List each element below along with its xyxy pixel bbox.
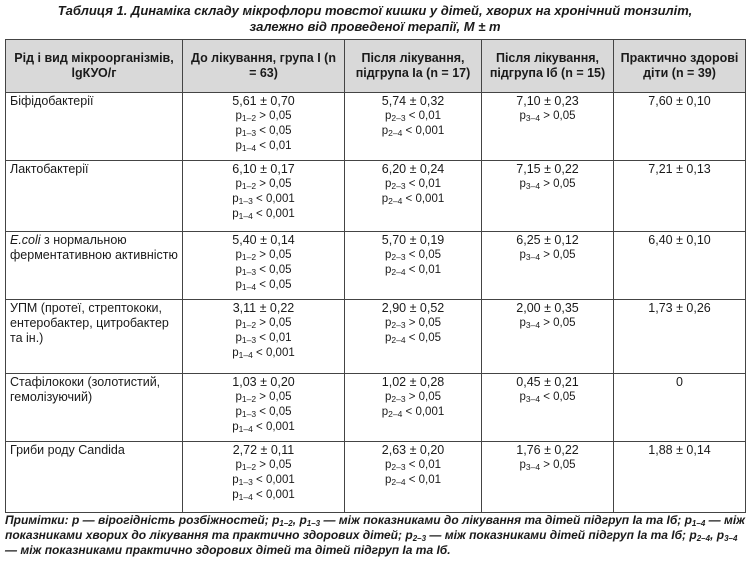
p-relation: < 0,01 [408, 459, 442, 471]
species-name-cell [6, 161, 183, 232]
species-name: з нормальною ферментативною активністю [10, 233, 178, 262]
p-symbol: p [235, 110, 242, 122]
p-subscript: 2–3 [391, 113, 406, 123]
p-subscript: 1–4 [241, 143, 257, 153]
p-subscript: 1–2 [241, 320, 257, 330]
p-value [187, 278, 340, 293]
mean-value: 5,74 ± 0,32 [381, 94, 445, 108]
p-relation: < 0,05 [543, 391, 576, 403]
species-name: УПМ (протеї, стрептококи, ентеробактер, цитробактер та ін.) [10, 301, 169, 345]
table-notes: Примітки: p — вірогідність розбіжностей; $p_{1-2}$, $p_{1-3}$ — між показниками до лікування та дітей підгруп Iа та Iб; $p_{1-4}$ — між показниками хворих до лікування та практично здорових дітей; $p_{2-3}$ — між показниками дітей підгруп Iа та Iб; $p_{2-4}$, $p_{3-4}$ — між показниками практично здорових дітей та дітей підгруп Iа та Iб. [5, 513, 745, 557]
table-row [6, 161, 746, 232]
healthy-cell [614, 93, 746, 161]
p-relation: > 0,05 [259, 317, 292, 329]
p-relation: < 0,05 [259, 264, 292, 276]
p-symbol: p [235, 178, 242, 190]
p-symbol: p [519, 110, 526, 122]
healthy-value: 0 [676, 375, 683, 389]
species-name: Стафілококи (золотистий, гемолізуючий) [10, 375, 161, 404]
p-value [187, 488, 340, 503]
p-value [187, 109, 340, 124]
p-relation: < 0,05 [259, 279, 292, 291]
p-value [187, 405, 340, 420]
p-value [486, 248, 609, 263]
species-name: Біфідобактерії [10, 94, 94, 108]
p-value [187, 420, 340, 435]
p-relation: > 0,05 [259, 391, 292, 403]
p-value [349, 405, 477, 420]
header-healthy: Практично здорові діти (n = 39) [614, 40, 746, 93]
ia-cell [345, 93, 482, 161]
ia-cell [345, 442, 482, 513]
p-subscript: 2–4 [388, 196, 403, 206]
p-value [187, 207, 340, 222]
p-value [349, 263, 477, 278]
before-cell [183, 161, 345, 232]
p-symbol: p [384, 459, 392, 471]
mean-value: 5,61 ± 0,70 [232, 94, 295, 108]
mean-value: 7,10 ± 0,23 [516, 94, 579, 108]
p-symbol: p [232, 208, 239, 220]
p-subscript: 2–4 [391, 335, 406, 345]
p-relation: < 0,01 [408, 110, 442, 122]
p-relation: > 0,05 [543, 178, 576, 190]
p-symbol: p [235, 459, 242, 471]
p-symbol: p [232, 489, 239, 501]
healthy-cell [614, 374, 746, 442]
ib-cell [482, 442, 614, 513]
p-relation: > 0,05 [259, 110, 292, 122]
p-relation: < 0,001 [256, 193, 295, 205]
p-symbol: p [235, 317, 242, 329]
healthy-value: 7,21 ± 0,13 [648, 162, 711, 176]
mean-value: 2,63 ± 0,20 [381, 443, 445, 457]
mean-value: 1,03 ± 0,20 [232, 375, 295, 389]
p-relation: < 0,001 [405, 193, 445, 205]
p-subscript: 1–2 [241, 252, 257, 262]
ia-cell [345, 232, 482, 300]
mean-value: 6,10 ± 0,17 [232, 162, 295, 176]
mean-value: 5,70 ± 0,19 [381, 233, 445, 247]
p-relation: > 0,05 [408, 317, 442, 329]
caption-line-1: Таблиця 1. Динаміка складу мікрофлори товстої кишки у дітей, хворих на хронічний тонзиліт, [57, 3, 693, 18]
p-value [349, 248, 477, 263]
ia-cell [345, 161, 482, 232]
p-symbol: p [235, 406, 242, 418]
mean-value: 3,11 ± 0,22 [232, 301, 295, 315]
species-name: Гриби роду Candida [10, 443, 125, 457]
p-value [187, 248, 340, 263]
p-value [187, 177, 340, 192]
mean-value: 1,76 ± 0,22 [516, 443, 579, 457]
species-name-cell [6, 442, 183, 513]
p-value [187, 192, 340, 207]
species-name-cell [6, 232, 183, 300]
p-value [486, 109, 609, 124]
p-subscript: 1–3 [238, 196, 253, 206]
mean-value: 7,15 ± 0,22 [516, 162, 579, 176]
before-cell [183, 300, 345, 374]
p-subscript: 1–4 [238, 350, 253, 360]
before-cell [183, 374, 345, 442]
p-value [187, 316, 340, 331]
p-relation: < 0,01 [408, 178, 442, 190]
p-subscript: 2–3 [391, 462, 406, 472]
p-symbol: p [384, 317, 392, 329]
p-value [486, 390, 609, 405]
p-subscript: 1–3 [241, 409, 257, 419]
table-row [6, 300, 746, 374]
p-symbol: p [381, 193, 389, 205]
ib-cell [482, 300, 614, 374]
p-symbol: p [384, 249, 392, 261]
table-row [6, 93, 746, 161]
mean-value: 2,00 ± 0,35 [516, 301, 579, 315]
p-value [486, 177, 609, 192]
ib-cell [482, 374, 614, 442]
p-subscript: 2–3 [391, 394, 406, 404]
p-subscript: 1–3 [241, 335, 257, 345]
header-subgroup-ib: Після лікування, підгрупа Iб (n = 15) [482, 40, 614, 93]
healthy-cell [614, 161, 746, 232]
p-symbol: p [235, 264, 242, 276]
p-subscript: 1–4 [238, 424, 253, 434]
p-value [349, 192, 477, 207]
p-subscript: 1–3 [238, 477, 253, 487]
p-symbol: p [384, 474, 392, 486]
before-cell [183, 232, 345, 300]
species-name-cell [6, 300, 183, 374]
p-symbol: p [235, 140, 242, 152]
mean-value: 6,25 ± 0,12 [516, 233, 579, 247]
p-relation: > 0,05 [543, 110, 576, 122]
healthy-value: 1,88 ± 0,14 [648, 443, 711, 457]
mean-value: 5,40 ± 0,14 [232, 233, 295, 247]
ib-cell [482, 232, 614, 300]
p-subscript: 3–4 [525, 113, 541, 123]
p-value [187, 473, 340, 488]
p-subscript: 2–3 [391, 181, 406, 191]
p-subscript: 3–4 [525, 394, 541, 404]
p-relation: < 0,01 [259, 332, 292, 344]
p-relation: > 0,05 [259, 178, 292, 190]
healthy-cell [614, 442, 746, 513]
p-subscript: 2–4 [388, 409, 403, 419]
p-symbol: p [519, 178, 526, 190]
p-relation: < 0,001 [256, 347, 295, 359]
p-relation: < 0,05 [259, 125, 292, 137]
p-relation: < 0,01 [408, 474, 442, 486]
p-symbol: p [381, 125, 389, 137]
p-subscript: 1–4 [238, 211, 253, 221]
before-cell [183, 93, 345, 161]
p-value [349, 316, 477, 331]
p-subscript: 1–2 [241, 181, 257, 191]
p-value [486, 316, 609, 331]
p-relation: > 0,05 [543, 317, 576, 329]
p-value [349, 390, 477, 405]
p-value [187, 458, 340, 473]
p-symbol: p [232, 347, 239, 359]
microflora-table [5, 39, 746, 513]
p-relation: > 0,05 [543, 459, 576, 471]
before-cell [183, 442, 345, 513]
p-subscript: 1–2 [241, 394, 257, 404]
p-relation: > 0,05 [408, 391, 442, 403]
mean-value: 6,20 ± 0,24 [381, 162, 445, 176]
healthy-cell [614, 232, 746, 300]
p-relation: < 0,05 [259, 406, 292, 418]
mean-value: 2,72 ± 0,11 [232, 443, 295, 457]
p-value [187, 346, 340, 361]
p-value [349, 331, 477, 346]
p-value [349, 473, 477, 488]
p-relation: < 0,001 [405, 125, 445, 137]
table-row [6, 442, 746, 513]
p-subscript: 1–3 [241, 267, 257, 277]
ib-cell [482, 161, 614, 232]
species-name-cell [6, 93, 183, 161]
p-relation: < 0,01 [408, 264, 442, 276]
p-value [349, 109, 477, 124]
healthy-value: 1,73 ± 0,26 [648, 301, 711, 315]
header-species: Рід і вид мікроорганізмів, lgКУО/г [6, 40, 183, 93]
p-subscript: 3–4 [525, 462, 541, 472]
p-symbol: p [384, 264, 392, 276]
p-subscript: 3–4 [525, 252, 541, 262]
p-symbol: p [232, 193, 239, 205]
table-row [6, 232, 746, 300]
caption-line-2: залежно від проведеної терапії, M ± m [249, 19, 501, 34]
p-relation: < 0,01 [259, 140, 292, 152]
p-symbol: p [381, 406, 389, 418]
p-relation: < 0,05 [408, 332, 442, 344]
p-relation: < 0,001 [256, 208, 295, 220]
p-value [349, 124, 477, 139]
p-relation: > 0,05 [259, 459, 292, 471]
p-symbol: p [235, 391, 242, 403]
header-before: До лікування, група I (n = 63) [183, 40, 345, 93]
p-symbol: p [232, 421, 239, 433]
p-symbol: p [519, 459, 526, 471]
healthy-value: 6,40 ± 0,10 [648, 233, 711, 247]
p-value [349, 458, 477, 473]
p-symbol: p [519, 249, 526, 261]
p-value [486, 458, 609, 473]
p-symbol: p [384, 110, 392, 122]
p-symbol: p [519, 391, 526, 403]
mean-value: 2,90 ± 0,52 [381, 301, 445, 315]
species-name-italic: E.coli [10, 233, 41, 247]
species-name-cell [6, 374, 183, 442]
ib-cell [482, 93, 614, 161]
p-subscript: 2–3 [391, 252, 406, 262]
p-subscript: 1–4 [241, 282, 257, 292]
p-relation: < 0,05 [408, 249, 442, 261]
ia-cell [345, 374, 482, 442]
ia-cell [345, 300, 482, 374]
table-caption [0, 0, 750, 37]
healthy-cell [614, 300, 746, 374]
header-subgroup-ia: Після лікування, підгрупа Ia (n = 17) [345, 40, 482, 93]
table-body [6, 93, 746, 513]
p-subscript: 1–2 [241, 113, 257, 123]
p-subscript: 2–3 [391, 320, 406, 330]
p-subscript: 1–3 [241, 128, 257, 138]
p-symbol: p [235, 279, 242, 291]
p-symbol: p [384, 391, 392, 403]
p-symbol: p [235, 332, 242, 344]
p-value [187, 390, 340, 405]
p-symbol: p [235, 125, 242, 137]
p-symbol: p [235, 249, 242, 261]
p-subscript: 2–4 [391, 267, 406, 277]
notes-label: Примітки: [5, 513, 69, 527]
species-name: Лактобактерії [10, 162, 89, 176]
p-subscript: 3–4 [525, 181, 541, 191]
p-value [187, 331, 340, 346]
p-subscript: 3–4 [525, 320, 541, 330]
mean-value: 1,02 ± 0,28 [381, 375, 445, 389]
healthy-value: 7,60 ± 0,10 [648, 94, 711, 108]
table-row [6, 374, 746, 442]
p-subscript: 2–4 [391, 477, 406, 487]
p-symbol: p [384, 332, 392, 344]
p-value [349, 177, 477, 192]
p-symbol: p [232, 474, 239, 486]
mean-value: 0,45 ± 0,21 [516, 375, 579, 389]
p-relation: < 0,001 [256, 474, 295, 486]
p-subscript: 1–4 [238, 492, 253, 502]
p-subscript: 1–2 [241, 462, 257, 472]
p-subscript: 2–4 [388, 128, 403, 138]
p-value [187, 139, 340, 154]
p-value [187, 263, 340, 278]
p-relation: < 0,001 [256, 421, 295, 433]
p-symbol: p [384, 178, 392, 190]
p-relation: > 0,05 [259, 249, 292, 261]
p-relation: > 0,05 [543, 249, 576, 261]
p-symbol: p [519, 317, 526, 329]
p-relation: < 0,001 [256, 489, 295, 501]
p-relation: < 0,001 [405, 406, 445, 418]
p-value [187, 124, 340, 139]
header-row [6, 40, 746, 93]
